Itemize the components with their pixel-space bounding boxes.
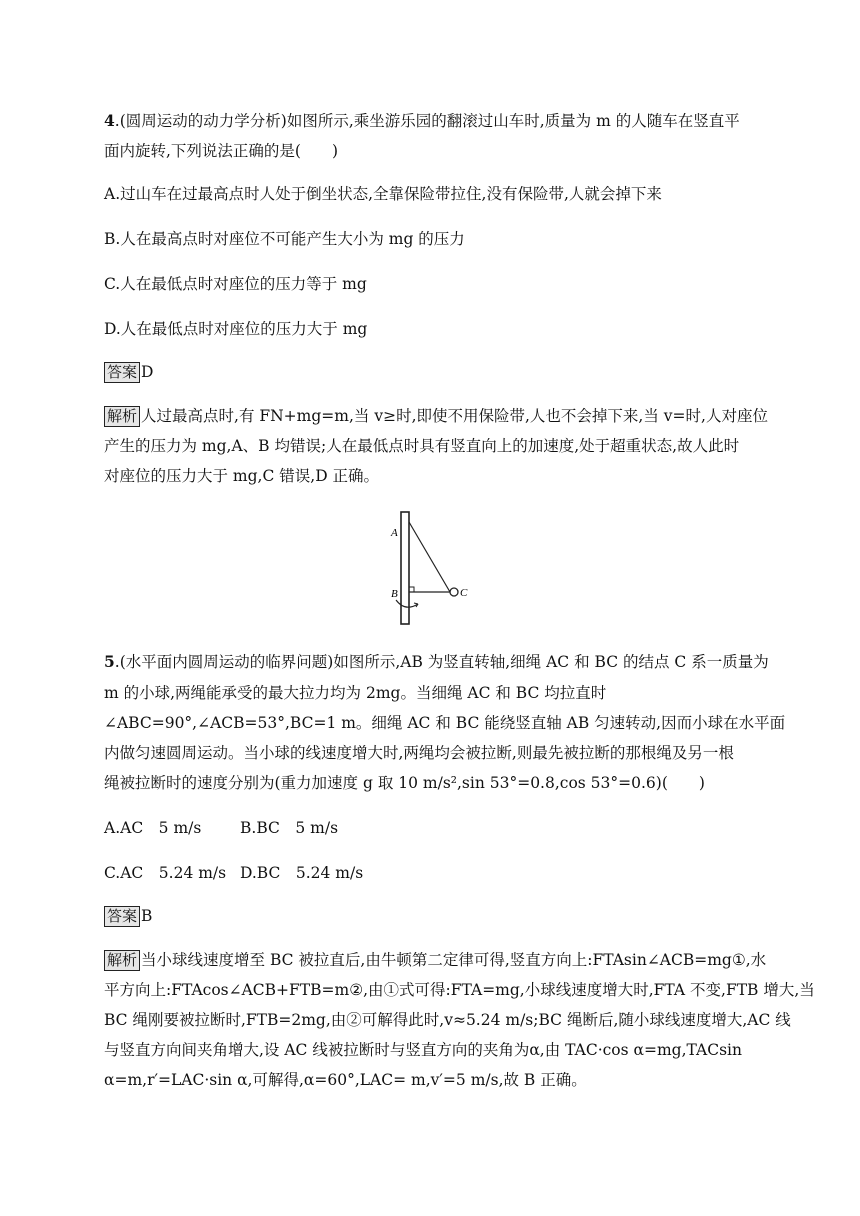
- q4-option-b: B.人在最高点时对座位不可能产生大小为 mg 的压力: [104, 230, 465, 248]
- q5-analysis-line-1: [104, 949, 766, 971]
- q5-option-c: C.AC 5.24 m/s: [104, 864, 227, 882]
- q5-analysis-line-5: α=m,r′=LAC·sin α,可解得,α=60°,LAC= m,v′=5 m/s,故 B 正确。: [104, 1071, 587, 1089]
- q5-answer-value: B: [141, 907, 153, 925]
- q5-stem-line-2: m 的小球,两绳能承受的最大拉力均为 2mg。当细绳 AC 和 BC 均拉直时: [104, 684, 607, 702]
- q5-analysis-text-1: 当小球线速度增至 BC 被拉直后,由牛顿第二定律可得,竖直方向上:FTAsin∠ACB=mg①,水: [141, 951, 767, 969]
- q4-number: 4: [104, 111, 115, 130]
- q4-answer-value: D: [141, 363, 154, 381]
- q5-option-d: D.BC 5.24 m/s: [240, 864, 364, 882]
- q5-option-a: A.AC 5 m/s: [104, 819, 202, 837]
- q4-analysis-line-3: 对座位的压力大于 mg,C 错误,D 正确。: [104, 467, 380, 485]
- q5-analysis-line-4: 与竖直方向间夹角增大,设 AC 线被拉断时与竖直方向的夹角为α,由 TAC·cos α=mg,TACsin: [104, 1041, 742, 1059]
- q5-analysis-line-3: BC 绳刚要被拉断时,FTB=2mg,由②可解得此时,v≈5.24 m/s;BC 绳断后,随小球线速度增大,AC 线: [104, 1011, 791, 1029]
- q4-option-a: A.过山车在过最高点时人处于倒坐状态,全靠保险带拉住,没有保险带,人就会掉下来: [104, 185, 662, 203]
- q4-analysis-text-1: 人过最高点时,有 FN+mg=m,当 v≥时,即使不用保险带,人也不会掉下来,当 v=时,人对座位: [141, 407, 768, 425]
- q4-stem-line-2: 面内旋转,下列说法正确的是( ): [104, 142, 339, 160]
- q4-stem-line-1: [104, 110, 740, 132]
- label-a: A: [391, 527, 398, 539]
- q5-analysis-line-2: 平方向上:FTAcos∠ACB+FTB=m②,由①式可得:FTA=mg,小球线速度增大时,FTA 不变,FTB 增大,当: [104, 981, 815, 999]
- q5-option-b: B.BC 5 m/s: [240, 819, 339, 837]
- q5-stem-text-1: .(水平面内圆周运动的临界问题)如图所示,AB 为竖直转轴,细绳 AC 和 BC 的结点 C 系一质量为: [114, 653, 769, 671]
- q4-answer-row: [104, 361, 153, 383]
- answer-label-tag: 答案: [104, 362, 140, 383]
- q5-stem-line-1: [104, 651, 769, 673]
- label-c: C: [460, 587, 468, 599]
- q4-analysis-line-1: [104, 405, 768, 427]
- label-b: B: [391, 588, 398, 600]
- q5-answer-row: [104, 905, 152, 927]
- q5-number: 5: [104, 652, 115, 671]
- ball: [450, 588, 458, 596]
- analysis-label-tag: 解析: [104, 406, 140, 427]
- answer-label-tag: 答案: [104, 906, 140, 927]
- string-ac: [409, 522, 450, 592]
- q4-option-c: C.人在最低点时对座位的压力等于 mg: [104, 275, 367, 293]
- q4-option-d: D.人在最低点时对座位的压力大于 mg: [104, 320, 368, 338]
- analysis-label-tag: 解析: [104, 950, 140, 971]
- axis-rope-figure: [380, 508, 480, 630]
- q4-analysis-line-2: 产生的压力为 mg,A、B 均错误;人在最低点时具有竖直向上的加速度,处于超重状态,故人此时: [104, 437, 740, 455]
- q5-stem-line-4: 内做匀速圆周运动。当小球的线速度增大时,两绳均会被拉断,则最先被拉断的那根绳及另一根: [104, 744, 734, 762]
- q4-stem-text-1: .(圆周运动的动力学分析)如图所示,乘坐游乐园的翻滚过山车时,质量为 m 的人随车在竖直平: [114, 112, 740, 130]
- q5-stem-line-5: 绳被拉断时的速度分别为(重力加速度 g 取 10 m/s²,sin 53°=0.8,cos 53°=0.6)( ): [104, 774, 705, 792]
- q5-stem-line-3: ∠ABC=90°,∠ACB=53°,BC=1 m。细绳 AC 和 BC 能绕竖直轴 AB 匀速转动,因而小球在水平面: [104, 714, 786, 732]
